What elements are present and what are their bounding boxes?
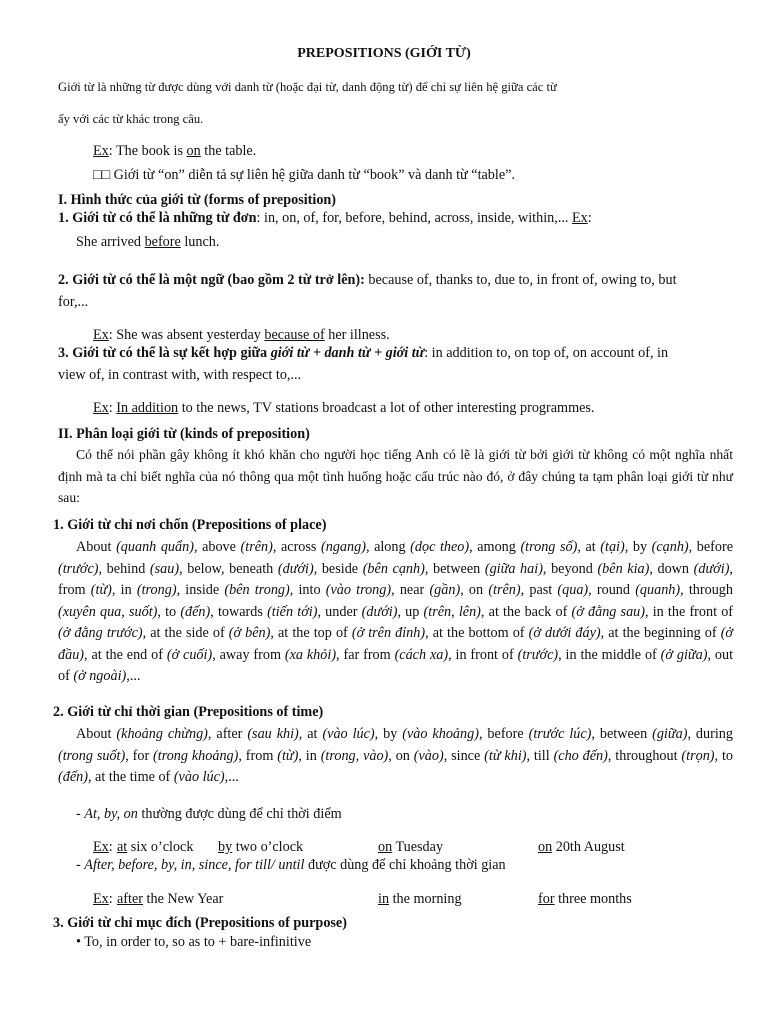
- preposition-meaning: (ở đằng trước): [58, 625, 143, 641]
- preposition-word: , after: [207, 726, 248, 742]
- preposition-meaning: (vào trong): [325, 582, 392, 598]
- time-example-row-2: Ex:: [93, 891, 117, 907]
- preposition-meaning: (trước): [58, 560, 99, 577]
- preposition-meaning: (vào lúc): [173, 769, 225, 785]
- preposition-meaning: (quanh quẩn): [116, 539, 194, 555]
- preposition-meaning: (từ): [277, 747, 299, 764]
- preposition-word: , between: [424, 560, 485, 577]
- preposition-meaning: (bên cạnh): [362, 560, 425, 577]
- preposition-meaning: (ở bên): [228, 625, 271, 641]
- time-example: by two o’clock: [218, 839, 304, 855]
- preposition-word: ,...: [224, 769, 239, 785]
- forms-item-1: 1. Giới từ có thể là những từ đơn: in, on, of, for, before, behind, across, inside, within,... Ex:: [58, 210, 592, 226]
- preposition-word: , at the time of: [87, 769, 174, 785]
- preposition-meaning: (bên kia): [597, 560, 650, 577]
- preposition-meaning: (trên, lên): [423, 603, 481, 620]
- preposition-meaning: (ở dưới đáy): [528, 625, 601, 641]
- preposition-word: , by: [624, 539, 652, 555]
- preposition-word: , at the side of: [142, 625, 229, 641]
- preposition-meaning: (xa khỏi): [284, 646, 337, 663]
- preposition-word: , since: [443, 747, 485, 764]
- time-example: in the morning: [378, 891, 462, 907]
- preposition-word: , in the middle of: [558, 646, 661, 663]
- page-title: PREPOSITIONS (GIỚI TỪ): [297, 46, 471, 61]
- preposition-word: , far from: [336, 646, 395, 663]
- preposition-meaning: (tiến tới): [267, 603, 318, 620]
- preposition-meaning: (dọc theo): [410, 539, 470, 555]
- forms-item-3-example: Ex: In addition to the news, TV stations broadcast a lot of other interesting programmes.: [93, 400, 595, 416]
- preposition-word: , from: [58, 560, 733, 598]
- time-note-2: - After, before, by, in, since, for till/ until được dùng để chỉ khoảng thời gian: [76, 857, 506, 873]
- preposition-word: , at: [298, 726, 323, 742]
- forms-item-3: 3. Giới từ có thể là sự kết hợp giữa giới từ + danh từ + giới từ: in addition to, on top of, on account of, in: [58, 345, 669, 361]
- preposition-word: , along: [365, 539, 411, 555]
- preposition-word: , before: [478, 726, 529, 742]
- time-note-1: - At, by, on thường được dùng để chỉ thời điểm: [76, 806, 342, 822]
- preposition-word: , out of: [58, 646, 734, 684]
- preposition-word: , above: [193, 539, 241, 555]
- section-1-heading: I. Hình thức của giới từ (forms of preposition): [58, 192, 337, 208]
- preposition-word: , near: [391, 582, 430, 598]
- time-example-row-1: Ex:: [93, 839, 117, 855]
- preposition-meaning: (giữa): [652, 726, 688, 742]
- time-prepositions-list: [58, 724, 733, 789]
- preposition-word: , at the bottom of: [425, 625, 529, 641]
- preposition-word: , towards: [210, 603, 268, 620]
- preposition-meaning: (trên): [488, 582, 521, 598]
- preposition-word: , for: [125, 747, 154, 764]
- example-1-explanation: □□ Giới từ “on” diễn tả sự liên hệ giữa danh từ “book” và danh từ “table”.: [93, 167, 515, 183]
- preposition-word: , across: [272, 539, 322, 555]
- preposition-meaning: (từ): [90, 582, 112, 598]
- preposition-meaning: (đến): [180, 603, 211, 620]
- preposition-meaning: (trước): [517, 646, 559, 663]
- preposition-word: , below, beneath: [179, 560, 278, 577]
- preposition-meaning: (bên trong): [224, 582, 290, 598]
- preposition-meaning: (dưới): [277, 560, 314, 577]
- intro-line-2: ấy với các từ khác trong câu.: [58, 112, 204, 126]
- preposition-word: , during: [687, 726, 733, 742]
- preposition-word: , in the front of: [645, 603, 734, 620]
- preposition-meaning: (ngang): [321, 539, 366, 555]
- preposition-meaning: (ở đằng sau): [571, 603, 645, 620]
- preposition-meaning: (sau): [149, 560, 180, 577]
- preposition-word: , among: [469, 539, 521, 555]
- preposition-word: , beyond: [542, 560, 598, 577]
- forms-item-2: 2. Giới từ có thể là một ngữ (bao gồm 2 từ trở lên): because of, thanks to, due to, in front of, owing to, but: [58, 272, 677, 288]
- preposition-word: About: [76, 726, 117, 742]
- preposition-word: , at: [577, 539, 601, 555]
- place-prepositions-list: [58, 537, 733, 688]
- time-example: on Tuesday: [378, 839, 444, 855]
- preposition-word: ,...: [126, 668, 141, 684]
- preposition-word: , at the end of: [84, 646, 167, 663]
- forms-item-2-cont: for,...: [58, 294, 89, 310]
- preposition-meaning: (từ khi): [484, 747, 527, 764]
- intro-line-1: Giới từ là những từ được dùng với danh từ (hoặc đại từ, danh động từ) để chỉ sự liên hệ giữa các từ: [58, 80, 557, 94]
- time-example: after the New Year: [117, 891, 224, 907]
- preposition-meaning: (trong): [136, 582, 177, 598]
- preposition-meaning: (ở đầu): [58, 625, 733, 663]
- time-example: for three months: [538, 891, 632, 907]
- preposition-meaning: (sau khi): [247, 726, 299, 742]
- preposition-word: , by: [374, 726, 403, 742]
- preposition-meaning: (cạnh): [651, 539, 689, 555]
- preposition-meaning: (trong khoảng): [153, 747, 239, 764]
- preposition-word: , up: [397, 603, 424, 620]
- preposition-word: , before: [688, 539, 734, 555]
- preposition-meaning: (khoảng chừng): [116, 726, 208, 742]
- preposition-meaning: (đến): [58, 769, 88, 785]
- preposition-word: , beside: [313, 560, 363, 577]
- preposition-meaning: (cho đến): [553, 747, 608, 764]
- preposition-meaning: (trong, vào): [320, 747, 389, 764]
- preposition-word: , on: [388, 747, 414, 764]
- preposition-word: , past: [520, 582, 558, 598]
- preposition-meaning: (cách xa): [394, 646, 449, 663]
- preposition-meaning: (trên): [240, 539, 273, 555]
- preposition-word: , to: [714, 747, 733, 764]
- preposition-word: , in front of: [448, 646, 518, 663]
- preposition-word: , till: [526, 747, 554, 764]
- purpose-item: • To, in order to, so as to + bare-infinitive: [76, 934, 312, 950]
- preposition-meaning: (xuyên qua, suốt): [58, 603, 158, 620]
- time-example: at six o’clock: [117, 839, 194, 855]
- forms-item-1-example: She arrived before lunch.: [76, 234, 220, 250]
- section-2-heading: II. Phân loại giới từ (kinds of preposition): [58, 426, 310, 442]
- preposition-word: , round: [588, 582, 636, 598]
- preposition-meaning: (ở trên đỉnh): [351, 625, 426, 641]
- preposition-meaning: (gần): [429, 582, 461, 598]
- forms-item-2-example: Ex: She was absent yesterday because of her illness.: [93, 327, 390, 343]
- example-1: Ex: The book is on the table.: [93, 143, 257, 159]
- preposition-word: , on: [460, 582, 489, 598]
- preposition-word: , through: [680, 582, 733, 598]
- preposition-meaning: (trong số): [520, 539, 578, 555]
- preposition-meaning: (dưới): [693, 560, 730, 577]
- preposition-word: , under: [317, 603, 362, 620]
- preposition-meaning: (trọn): [681, 747, 715, 764]
- preposition-word: , at the back of: [480, 603, 572, 620]
- preposition-meaning: (qua): [557, 582, 589, 598]
- preposition-meaning: (vào lúc): [322, 726, 375, 742]
- preposition-meaning: (trước lúc): [528, 726, 592, 742]
- preposition-meaning: (giữa hai): [484, 560, 543, 577]
- preposition-word: , inside: [176, 582, 225, 598]
- forms-item-3-cont: view of, in contrast with, with respect to,...: [58, 367, 302, 383]
- preposition-word: , to: [157, 603, 181, 620]
- time-example: on 20th August: [538, 839, 625, 855]
- preposition-meaning: (ở cuối): [166, 646, 213, 663]
- preposition-meaning: (ở ngoài): [73, 668, 127, 684]
- preposition-meaning: (quanh): [635, 582, 681, 598]
- section-2-paragraph: Có thể nói phần gây không ít khó khăn cho người học tiếng Anh có lẽ là giới từ bởi giới từ không có một nghĩa nhất định mà ta chỉ biết nghĩa của nó thông qua một tình huống hoặc cấu trúc nào đó, ở đây chúng ta tạm phân loại giới từ như sau:: [58, 447, 733, 505]
- preposition-meaning: (ở giữa): [660, 646, 708, 663]
- preposition-word: About: [76, 539, 117, 555]
- purpose-heading: 3. Giới từ chỉ mục đích (Prepositions of purpose): [53, 915, 347, 931]
- preposition-meaning: (vào khoảng): [402, 726, 479, 742]
- preposition-word: , in: [298, 747, 321, 764]
- preposition-meaning: (trong suốt): [58, 747, 126, 764]
- preposition-word: , away from: [212, 646, 285, 663]
- place-heading: 1. Giới từ chỉ nơi chốn (Prepositions of place): [53, 517, 327, 533]
- preposition-meaning: (dưới): [361, 603, 398, 620]
- preposition-word: , behind: [98, 560, 150, 577]
- preposition-word: , between: [591, 726, 653, 742]
- preposition-word: , at the beginning of: [600, 625, 721, 641]
- preposition-word: , down: [649, 560, 694, 577]
- preposition-word: , at the top of: [270, 625, 352, 641]
- preposition-word: , into: [289, 582, 326, 598]
- preposition-word: , throughout: [607, 747, 682, 764]
- preposition-word: , in: [111, 582, 137, 598]
- time-heading: 2. Giới từ chỉ thời gian (Prepositions of time): [53, 704, 324, 720]
- preposition-meaning: (tại): [600, 539, 625, 555]
- preposition-word: , from: [238, 747, 278, 764]
- preposition-meaning: (vào): [413, 747, 444, 764]
